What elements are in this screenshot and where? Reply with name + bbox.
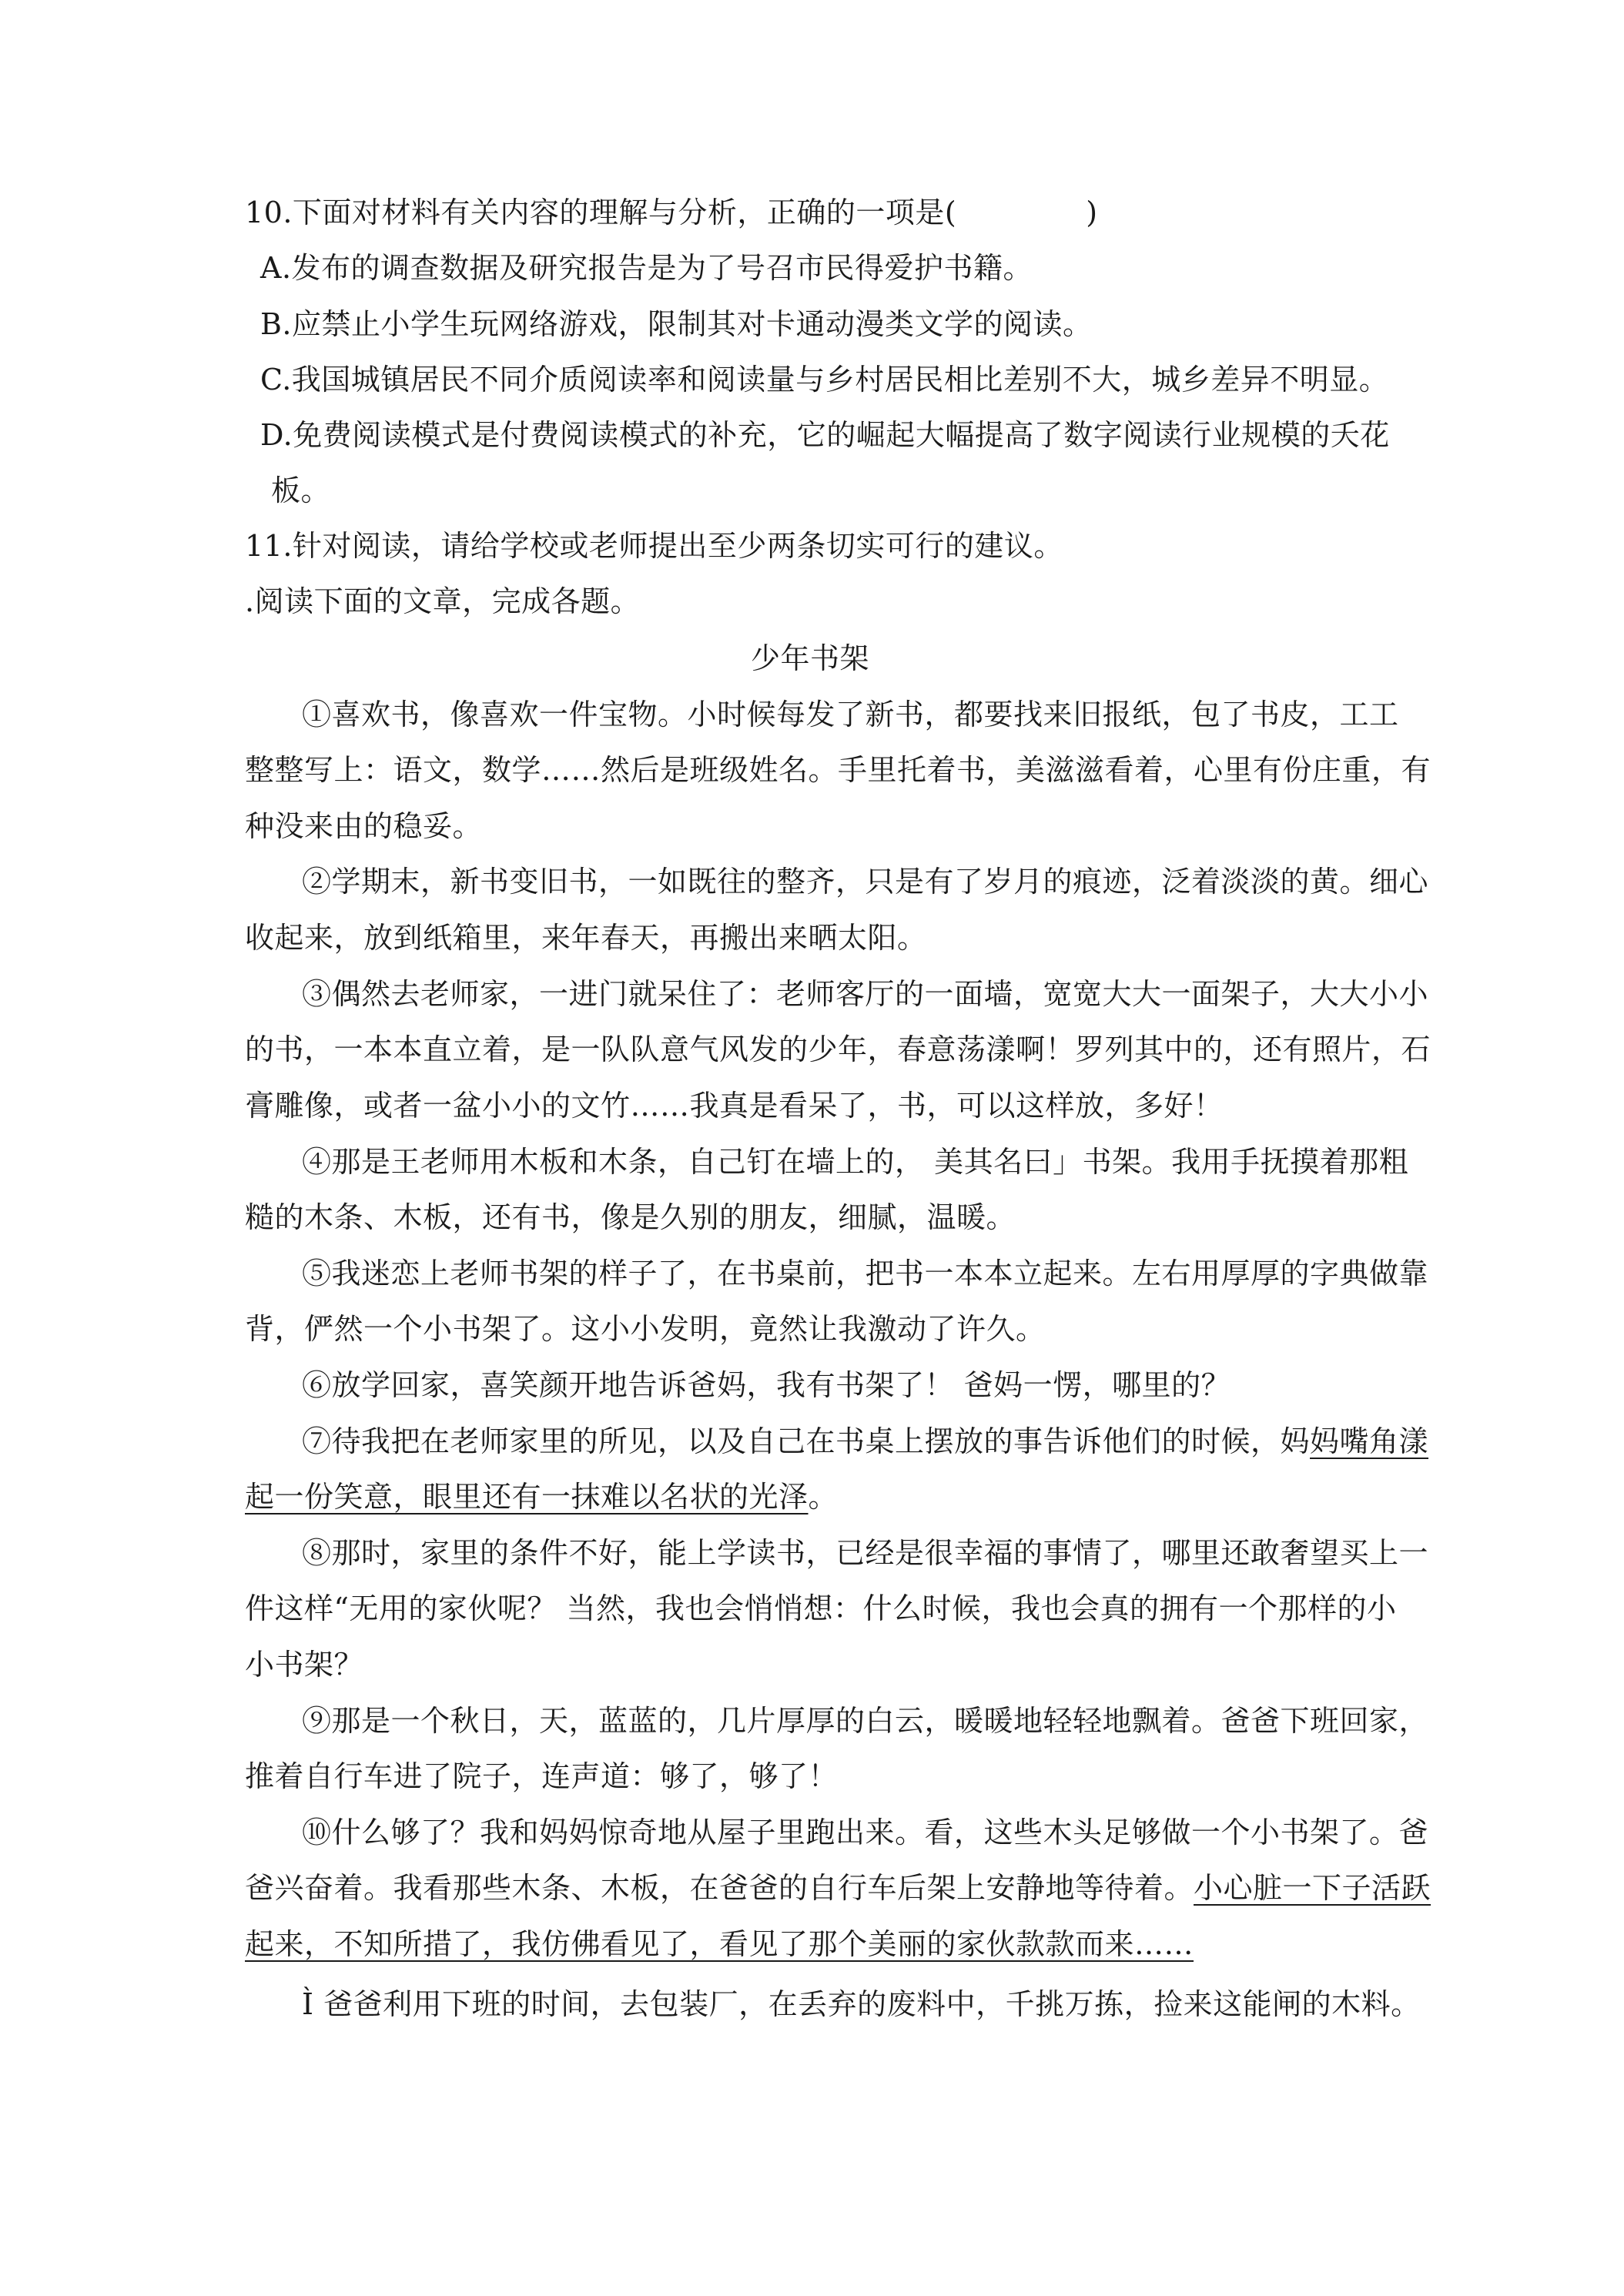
paragraph-4-line-1: ④那是王老师用木板和木条，自己钉在墙上的， 美其名曰」书架。我用手抚摸着那粗 xyxy=(302,1145,1409,1179)
question-11: 11.针对阅读，请给学校或老师提出至少两条切实可行的建议。 xyxy=(245,529,1063,563)
underlined-phrase-7a: 妈嘴角漾 xyxy=(1310,1424,1429,1458)
question-10-option-c: C.我国城镇居民不同介质阅读率和阅读量与乡村居民相比差别不大，城乡差异不明显。 xyxy=(260,363,1389,397)
question-10-option-b: B.应禁止小学生玩网络游戏，限制其对卡通动漫类文学的阅读。 xyxy=(260,307,1093,341)
paragraph-8-line-3: 小书架？ xyxy=(245,1648,364,1682)
paragraph-7-line-2: 起一份笑意，眼里还有一抹难以名状的光泽。 xyxy=(245,1480,839,1514)
paragraph-8-line-2: 件这样“无用的家伙呢？ 当然，我也会悄悄想：什么时候，我也会真的拥有一个那样的小 xyxy=(245,1591,1397,1625)
paragraph-1-line-1: ①喜欢书，像喜欢一件宝物。小时候每发了新书，都要找来旧报纸，包了书皮，工工 xyxy=(302,698,1399,731)
paragraph-5-line-2: 背，俨然一个小书架了。这小小发明，竟然让我激动了许久。 xyxy=(245,1312,1046,1346)
paragraph-9-line-1: ⑨那是一个秋日，天，蓝蓝的，几片厚厚的白云，暖暖地轻轻地飘着。爸爸下班回家， xyxy=(302,1704,1429,1738)
paragraph-5-line-1: ⑤我迷恋上老师书架的样子了，在书桌前，把书一本本立起来。左右用厚厚的字典做靠 xyxy=(302,1257,1429,1290)
underlined-phrase-7b: 起一份笑意，眼里还有一抹难以名状的光泽 xyxy=(245,1480,809,1514)
paragraph-2-line-2: 收起来，放到纸箱里，来年春天，再搬出来晒太阳。 xyxy=(245,921,927,955)
paragraph-11-line-1: Ì 爸爸利用下班的时间，去包装厂，在丢弃的废料中，千挑万拣，捡来这能闸的木料。 xyxy=(302,1987,1421,2021)
paragraph-3-line-3: 膏雕像，或者一盆小小的文竹……我真是看呆了，书，可以这样放，多好！ xyxy=(245,1089,1224,1123)
paragraph-10-line-2: 爸兴奋着。我看那些木条、木板，在爸爸的自行车后架上安静地等待着。小心脏一下子活跃 xyxy=(245,1871,1431,1905)
paragraph-10-line-1: ⑩什么够了？我和妈妈惊奇地从屋子里跑出来。看，这些木头足够做一个小书架了。爸 xyxy=(302,1816,1429,1849)
article-title: 少年书架 xyxy=(751,641,870,675)
paragraph-1-line-2: 整整写上：语文，数学……然后是班级姓名。手里托着书，美滋滋看着，心里有份庄重，有 xyxy=(245,753,1431,787)
paragraph-3-line-2: 的书，一本本直立着，是一队队意气风发的少年，春意荡漾啊！罗列其中的，还有照片，石 xyxy=(245,1033,1431,1066)
question-10-option-a: A.发布的调查数据及研究报告是为了号召市民得爱护书籍。 xyxy=(260,251,1033,285)
paragraph-3-line-1: ③偶然去老师家，一进门就呆住了：老师客厅的一面墙，宽宽大大一面架子，大大小小 xyxy=(302,977,1429,1011)
paragraph-10-line-3 xyxy=(245,1926,1194,1962)
paragraph-6-line-1: ⑥放学回家，喜笑颜开地告诉爸妈，我有书架了！ 爸妈一愣，哪里的？ xyxy=(302,1368,1231,1402)
underlined-phrase-10a: 小心脏一下子活跃 xyxy=(1194,1871,1431,1905)
paragraph-4-line-2: 糙的木条、木板，还有书，像是久别的朋友，细腻，温暖。 xyxy=(245,1200,1016,1234)
paragraph-9-line-2: 推着自行车进了院子，连声道：够了，够了！ xyxy=(245,1759,839,1793)
question-10-stem: 10.下面对材料有关内容的理解与分析，正确的一项是( ) xyxy=(245,196,1098,229)
underlined-phrase-10b: 起来，不知所措了，我仿佛看见了，看见了那个美丽的家伙款款而来…… xyxy=(245,1927,1194,1961)
paragraph-2-line-1: ②学期末，新书变旧书，一如既往的整齐，只是有了岁月的痕迹，泛着淡淡的黄。细心 xyxy=(302,865,1429,899)
question-10-option-d-line1: D.免费阅读模式是付费阅读模式的补充，它的崛起大幅提高了数字阅读行业规模的夭花 xyxy=(260,418,1390,452)
paragraph-7-line-1: ⑦待我把在老师家里的所见，以及自己在书桌上摆放的事告诉他们的时候，妈妈嘴角漾 xyxy=(302,1424,1429,1458)
paragraph-1-line-3: 种没来由的稳妥。 xyxy=(245,809,483,843)
paragraph-8-line-1: ⑧那时，家里的条件不好，能上学读书，已经是很幸福的事情了，哪里还敢奢望买上一 xyxy=(302,1536,1429,1570)
question-10-option-d-line2: 板。 xyxy=(271,474,331,507)
reading-instruction: .阅读下面的文章，完成各题。 xyxy=(245,584,641,618)
